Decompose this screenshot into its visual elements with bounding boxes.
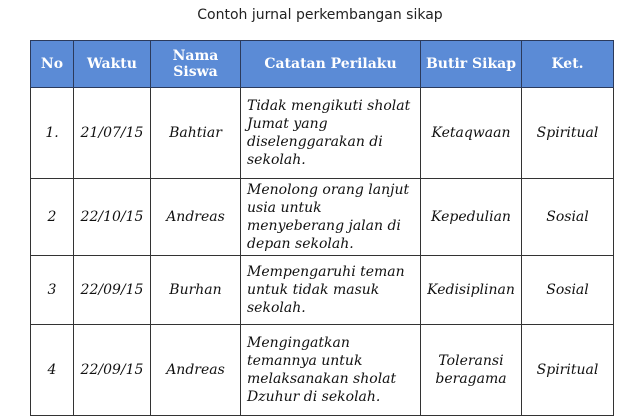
cell-ket: Sosial (522, 256, 614, 325)
cell-catatan: Menolong orang lanjut usia untuk menyeberang jalan di depan sekolah. (241, 179, 421, 256)
cell-ket: Spiritual (522, 88, 614, 179)
header-no: No (31, 41, 74, 88)
cell-no: 3 (31, 256, 74, 325)
cell-butir: Ketaqwaan (421, 88, 522, 179)
header-waktu: Waktu (74, 41, 151, 88)
cell-ket: Sosial (522, 179, 614, 256)
cell-waktu: 22/10/15 (74, 179, 151, 256)
cell-waktu: 22/09/15 (74, 256, 151, 325)
header-butir-sikap: Butir Sikap (421, 41, 522, 88)
cell-waktu: 21/07/15 (74, 88, 151, 179)
table-row (31, 179, 614, 256)
cell-butir: Kepedulian (421, 179, 522, 256)
cell-nama: Andreas (151, 179, 241, 256)
table-caption: Contoh jurnal perkembangan sikap (197, 7, 443, 23)
table-row (31, 256, 614, 325)
cell-ket: Spiritual (522, 325, 614, 416)
cell-catatan: Mengingatkan temannya untuk melaksanakan sholat Dzuhur di sekolah. (241, 325, 421, 416)
header-ket: Ket. (522, 41, 614, 88)
cell-no: 1. (31, 88, 74, 179)
cell-catatan: Tidak mengikuti sholat Jumat yang diselenggarakan di sekolah. (241, 88, 421, 179)
cell-catatan: Mempengaruhi teman untuk tidak masuk sekolah. (241, 256, 421, 325)
cell-no: 4 (31, 325, 74, 416)
cell-no: 2 (31, 179, 74, 256)
cell-butir: Kedisiplinan (421, 256, 522, 325)
cell-nama: Burhan (151, 256, 241, 325)
cell-nama: Bahtiar (151, 88, 241, 179)
table-row (31, 88, 614, 179)
cell-nama: Andreas (151, 325, 241, 416)
table-header-row (31, 41, 614, 88)
cell-waktu: 22/09/15 (74, 325, 151, 416)
attitude-journal-table (30, 40, 614, 416)
table-row (31, 325, 614, 416)
header-nama-siswa: Nama Siswa (151, 41, 241, 88)
header-catatan-perilaku: Catatan Perilaku (241, 41, 421, 88)
cell-butir: Toleransi beragama (421, 325, 522, 416)
